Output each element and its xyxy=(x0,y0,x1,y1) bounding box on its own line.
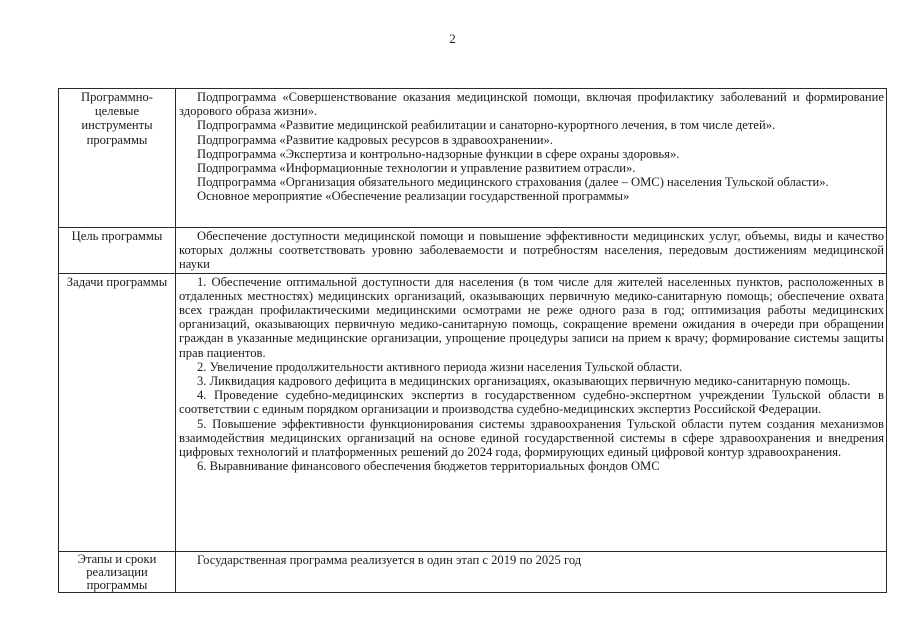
table-row-tools xyxy=(59,89,887,228)
label-tasks: Задачи программы xyxy=(59,273,176,551)
goal-text: Обеспечение доступности медицинской помощи и повышение эффективности медицинских услуг, объемы, виды и качество которых должны соответствовать уровню заболеваемости и потребностям населения, передовым достижениям медицинской науки xyxy=(179,229,884,272)
content-goal xyxy=(176,228,887,274)
task-item-3: 3. Ликвидация кадрового дефицита в медицинских организациях, оказывающих первичную медико-санитарную помощь. xyxy=(197,374,851,389)
content-tools xyxy=(176,89,887,228)
task-item-4: 4. Проведение судебно-медицинских экспертиз в государственном судебно-экспертном учреждении Тульской области в соответствии с единым порядком организации и производства судебно-медицинских экспертиз Российской Федерации. xyxy=(179,388,884,417)
label-stages: Этапы и сроки реализации программы xyxy=(59,551,176,592)
page-number: 2 xyxy=(449,31,456,46)
tools-item-7: Основное мероприятие «Обеспечение реализации государственной программы» xyxy=(197,189,630,204)
label-goal: Цель программы xyxy=(59,228,176,274)
tools-item-5: Подпрограмма «Информационные технологии и управление развитием отрасли». xyxy=(197,161,636,176)
task-item-5: 5. Повышение эффективности функционирования системы здравоохранения Тульской области путем создания механизмов взаимодействия медицинских организаций на основе единой государственной системы в сфере здравоохранения и внедрения цифровых технологий и платформенных решений до 2024 года, формирующих единый цифровой контур здравоохранения. xyxy=(179,416,884,460)
tools-item-3: Подпрограмма «Развитие кадровых ресурсов в здравоохранении». xyxy=(197,132,553,147)
task-item-2: 2. Увеличение продолжительности активного периода жизни населения Тульской области. xyxy=(197,359,683,374)
table-row-tasks xyxy=(59,273,887,551)
tools-item-4: Подпрограмма «Экспертиза и контрольно-надзорные функции в сфере охраны здоровья». xyxy=(197,146,680,161)
task-item-1: 1. Обеспечение оптимальной доступности для населения (в том числе для жителей населенных пунктов, расположенных в отдаленных местностях) медицинских организаций, оказывающих первичную медико-санитарную помощь; обеспечение охвата всех граждан профилактическими медицинскими осмотрами не реже одного раза в год; оптимизация работы медицинских организаций, оказывающих первичную медико-санитарную помощь, сокращение времени ожидания в очереди при обращении граждан в указанные медицинские организации, упрощение процедуры записи на прием к врачу; формирование системы защиты прав пациентов. xyxy=(179,274,884,360)
table-row-goal xyxy=(59,228,887,274)
label-tools: Программно-целевые инструменты программы xyxy=(59,89,176,228)
tools-item-2: Подпрограмма «Развитие медицинской реабилитации и санаторно-курортного лечения, в том числе детей». xyxy=(197,118,776,133)
content-stages xyxy=(176,551,887,592)
tools-item-1: Подпрограмма «Совершенствование оказания медицинской помощи, включая профилактику заболеваний и формирование здорового образа жизни». xyxy=(179,90,884,119)
stages-text: Государственная программа реализуется в один этап с 2019 по 2025 год xyxy=(197,552,582,567)
tools-item-6: Подпрограмма «Организация обязательного медицинского страхования (далее – ОМС) населения Тульской области». xyxy=(197,175,829,190)
content-tasks xyxy=(176,273,887,551)
table-row-stages xyxy=(59,551,887,592)
task-item-6: 6. Выравнивание финансового обеспечения бюджетов территориальных фондов ОМС xyxy=(197,459,660,474)
program-passport-table xyxy=(58,88,887,593)
